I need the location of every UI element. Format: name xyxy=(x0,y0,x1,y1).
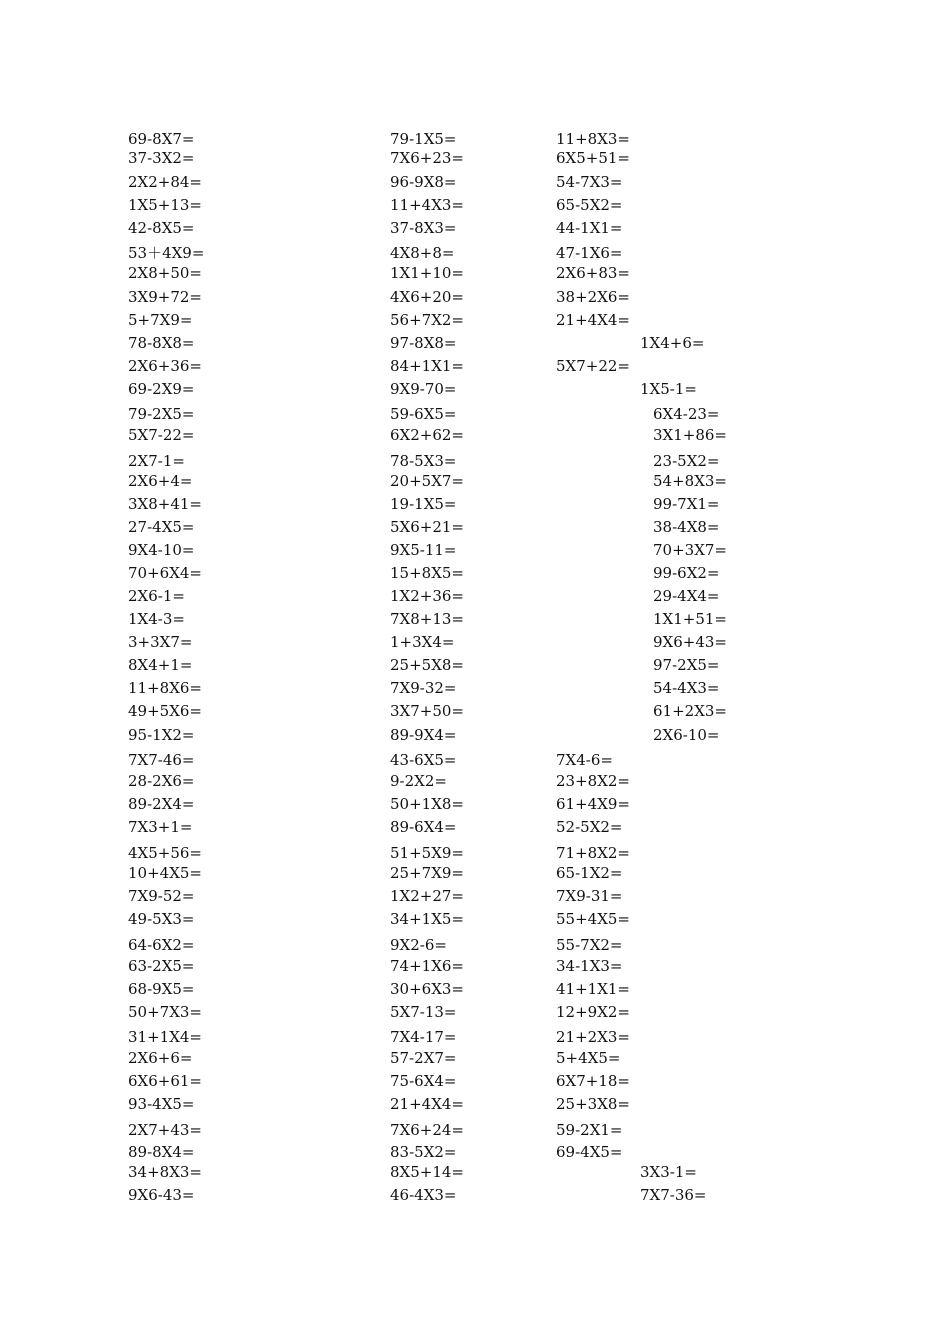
problem-row xyxy=(0,843,950,863)
math-problem: 3+3X7= xyxy=(128,633,193,651)
math-problem: 55-7X2= xyxy=(556,936,623,954)
math-problem: 6X5+51= xyxy=(556,149,630,167)
problem-row xyxy=(0,379,950,399)
problem-row xyxy=(0,655,950,675)
math-problem: 99-6X2= xyxy=(653,564,720,582)
math-problem: 9-2X2= xyxy=(390,772,447,790)
problem-row xyxy=(0,404,950,424)
math-problem: 5X7-13= xyxy=(390,1003,457,1021)
problem-row xyxy=(0,287,950,307)
math-problem: 19-1X5= xyxy=(390,495,457,513)
math-problem: 3X7+50= xyxy=(390,702,464,720)
math-problem: 9X2-6= xyxy=(390,936,447,954)
math-problem: 54-4X3= xyxy=(653,679,720,697)
problem-row xyxy=(0,632,950,652)
math-problem: 11+4X3= xyxy=(390,196,464,214)
math-problem: 2X6+83= xyxy=(556,264,630,282)
math-problem: 7X9-32= xyxy=(390,679,457,697)
math-problem: 11+8X3= xyxy=(556,130,630,148)
math-problem: 38-4X8= xyxy=(653,518,720,536)
math-problem: 2X6-10= xyxy=(653,726,720,744)
math-problem: 5+4X5= xyxy=(556,1049,621,1067)
problem-row xyxy=(0,129,950,149)
problem-row xyxy=(0,356,950,376)
problem-row xyxy=(0,886,950,906)
math-problem: 21+4X4= xyxy=(556,311,630,329)
math-problem: 25+7X9= xyxy=(390,864,464,882)
math-problem: 25+5X8= xyxy=(390,656,464,674)
math-problem: 1+3X4= xyxy=(390,633,455,651)
math-problem: 2X8+50= xyxy=(128,264,202,282)
problem-row xyxy=(0,1185,950,1205)
math-problem: 59-2X1= xyxy=(556,1121,623,1139)
math-problem: 2X7+43= xyxy=(128,1121,202,1139)
math-problem: 69-8X7= xyxy=(128,130,195,148)
math-problem: 3X1+86= xyxy=(653,426,727,444)
math-problem: 83-5X2= xyxy=(390,1143,457,1161)
math-problem: 1X2+36= xyxy=(390,587,464,605)
problem-row xyxy=(0,563,950,583)
math-problem: 1X4+6= xyxy=(640,334,705,352)
problem-row xyxy=(0,586,950,606)
math-problem: 34-1X3= xyxy=(556,957,623,975)
math-problem: 71+8X2= xyxy=(556,844,630,862)
math-problem: 70+3X7= xyxy=(653,541,727,559)
math-problem: 21+2X3= xyxy=(556,1028,630,1046)
math-problem: 1X1+51= xyxy=(653,610,727,628)
math-problem: 57-2X7= xyxy=(390,1049,457,1067)
math-problem: 43-6X5= xyxy=(390,751,457,769)
problem-row xyxy=(0,243,950,263)
math-problem: 7X6+23= xyxy=(390,149,464,167)
math-problem: 3X9+72= xyxy=(128,288,202,306)
math-problem: 6X2+62= xyxy=(390,426,464,444)
math-problem: 31+1X4= xyxy=(128,1028,202,1046)
problem-row xyxy=(0,750,950,770)
math-problem: 4X8+8= xyxy=(390,244,455,262)
math-problem: 4X5+56= xyxy=(128,844,202,862)
problem-row xyxy=(0,310,950,330)
math-problem: 44-1X1= xyxy=(556,219,623,237)
math-problem: 30+6X3= xyxy=(390,980,464,998)
math-problem: 21+4X4= xyxy=(390,1095,464,1113)
math-problem: 55+4X5= xyxy=(556,910,630,928)
problem-row xyxy=(0,1048,950,1068)
problem-row xyxy=(0,935,950,955)
math-problem: 54-7X3= xyxy=(556,173,623,191)
problem-row xyxy=(0,678,950,698)
math-problem: 20+5X7= xyxy=(390,472,464,490)
math-problem: 96-9X8= xyxy=(390,173,457,191)
math-problem: 6X4-23= xyxy=(653,405,720,423)
math-problem: 1X2+27= xyxy=(390,887,464,905)
math-problem: 70+6X4= xyxy=(128,564,202,582)
math-problem: 68-9X5= xyxy=(128,980,195,998)
problem-row xyxy=(0,517,950,537)
math-problem: 78-5X3= xyxy=(390,452,457,470)
math-problem: 9X4-10= xyxy=(128,541,195,559)
math-problem: 2X2+84= xyxy=(128,173,202,191)
math-problem: 52-5X2= xyxy=(556,818,623,836)
math-problem: 97-2X5= xyxy=(653,656,720,674)
math-problem: 7X7-46= xyxy=(128,751,195,769)
problem-row xyxy=(0,956,950,976)
problem-row xyxy=(0,1094,950,1114)
math-problem: 29-4X4= xyxy=(653,587,720,605)
problem-row xyxy=(0,425,950,445)
math-problem: 95-1X2= xyxy=(128,726,195,744)
math-problem: 46-4X3= xyxy=(390,1186,457,1204)
math-problem: 2X6+36= xyxy=(128,357,202,375)
math-problem: 6X6+61= xyxy=(128,1072,202,1090)
math-problem: 37-3X2= xyxy=(128,149,195,167)
problem-row xyxy=(0,609,950,629)
math-problem: 5X6+21= xyxy=(390,518,464,536)
math-problem: 50+1X8= xyxy=(390,795,464,813)
problem-row xyxy=(0,1002,950,1022)
math-problem: 7X9-31= xyxy=(556,887,623,905)
math-problem: 41+1X1= xyxy=(556,980,630,998)
math-problem: 49+5X6= xyxy=(128,702,202,720)
math-problem: 15+8X5= xyxy=(390,564,464,582)
math-problem: 56+7X2= xyxy=(390,311,464,329)
math-problem: 78-8X8= xyxy=(128,334,195,352)
math-problem: 38+2X6= xyxy=(556,288,630,306)
math-problem: 64-6X2= xyxy=(128,936,195,954)
problem-row xyxy=(0,863,950,883)
math-problem: 89-9X4= xyxy=(390,726,457,744)
math-problem: 61+2X3= xyxy=(653,702,727,720)
problem-row xyxy=(0,794,950,814)
math-problem: 2X7-1= xyxy=(128,452,185,470)
problem-row xyxy=(0,451,950,471)
problem-row xyxy=(0,1120,950,1140)
math-problem: 99-7X1= xyxy=(653,495,720,513)
math-problem: 9X5-11= xyxy=(390,541,457,559)
problem-row xyxy=(0,1071,950,1091)
problem-row xyxy=(0,172,950,192)
math-problem: 97-8X8= xyxy=(390,334,457,352)
math-problem: 3X3-1= xyxy=(640,1163,697,1181)
math-problem: 37-8X3= xyxy=(390,219,457,237)
math-problem: 93-4X5= xyxy=(128,1095,195,1113)
math-problem: 25+3X8= xyxy=(556,1095,630,1113)
math-problem: 23-5X2= xyxy=(653,452,720,470)
math-problem: 8X4+1= xyxy=(128,656,193,674)
math-problem: 5+7X9= xyxy=(128,311,193,329)
math-problem: 11+8X6= xyxy=(128,679,202,697)
problem-row xyxy=(0,333,950,353)
math-problem: 7X4-17= xyxy=(390,1028,457,1046)
math-problem: 1X1+10= xyxy=(390,264,464,282)
problem-row xyxy=(0,701,950,721)
math-problem: 9X9-70= xyxy=(390,380,457,398)
problem-row xyxy=(0,148,950,168)
math-problem: 79-1X5= xyxy=(390,130,457,148)
math-problem: 79-2X5= xyxy=(128,405,195,423)
problem-row xyxy=(0,817,950,837)
math-problem: 34+1X5= xyxy=(390,910,464,928)
math-problem: 5X7+22= xyxy=(556,357,630,375)
math-problem: 28-2X6= xyxy=(128,772,195,790)
math-problem: 51+5X9= xyxy=(390,844,464,862)
math-problem: 89-2X4= xyxy=(128,795,195,813)
problem-row xyxy=(0,979,950,999)
math-problem: 10+4X5= xyxy=(128,864,202,882)
math-problem: 54+8X3= xyxy=(653,472,727,490)
math-problem: 7X4-6= xyxy=(556,751,613,769)
math-problem: 7X3+1= xyxy=(128,818,193,836)
problem-row xyxy=(0,494,950,514)
math-problem: 42-8X5= xyxy=(128,219,195,237)
math-problem: 27-4X5= xyxy=(128,518,195,536)
problem-row xyxy=(0,771,950,791)
math-problem: 9X6-43= xyxy=(128,1186,195,1204)
math-problem: 1X4-3= xyxy=(128,610,185,628)
math-problem: 12+9X2= xyxy=(556,1003,630,1021)
math-problem: 74+1X6= xyxy=(390,957,464,975)
problem-row xyxy=(0,195,950,215)
math-problem: 7X6+24= xyxy=(390,1121,464,1139)
problem-row xyxy=(0,540,950,560)
math-problem: 6X7+18= xyxy=(556,1072,630,1090)
math-problem: 69-4X5= xyxy=(556,1143,623,1161)
problem-row xyxy=(0,1162,950,1182)
problem-row xyxy=(0,909,950,929)
math-problem: 7X7-36= xyxy=(640,1186,707,1204)
math-problem: 89-6X4= xyxy=(390,818,457,836)
math-problem: 75-6X4= xyxy=(390,1072,457,1090)
math-problem: 5X7-22= xyxy=(128,426,195,444)
math-problem: 65-1X2= xyxy=(556,864,623,882)
math-problem: 2X6+6= xyxy=(128,1049,193,1067)
math-problem: 1X5-1= xyxy=(640,380,697,398)
math-problem: 7X8+13= xyxy=(390,610,464,628)
math-problem: 61+4X9= xyxy=(556,795,630,813)
math-problem: 34+8X3= xyxy=(128,1163,202,1181)
math-problem: 50+7X3= xyxy=(128,1003,202,1021)
math-problem: 69-2X9= xyxy=(128,380,195,398)
problem-row xyxy=(0,725,950,745)
math-problem: 59-6X5= xyxy=(390,405,457,423)
problem-row xyxy=(0,1142,950,1162)
math-problem: 4X6+20= xyxy=(390,288,464,306)
problem-row xyxy=(0,471,950,491)
problem-row xyxy=(0,218,950,238)
problem-row xyxy=(0,263,950,283)
math-problem: 7X9-52= xyxy=(128,887,195,905)
math-problem: 65-5X2= xyxy=(556,196,623,214)
math-problem: 63-2X5= xyxy=(128,957,195,975)
math-problem: 47-1X6= xyxy=(556,244,623,262)
math-problem: 8X5+14= xyxy=(390,1163,464,1181)
math-problem: 23+8X2= xyxy=(556,772,630,790)
math-problem: 2X6+4= xyxy=(128,472,193,490)
math-problem: 1X5+13= xyxy=(128,196,202,214)
math-problem: 89-8X4= xyxy=(128,1143,195,1161)
math-problem: 2X6-1= xyxy=(128,587,185,605)
math-problem: 9X6+43= xyxy=(653,633,727,651)
math-problem: 49-5X3= xyxy=(128,910,195,928)
math-problem: 3X8+41= xyxy=(128,495,202,513)
problem-row xyxy=(0,1027,950,1047)
math-problem: 84+1X1= xyxy=(390,357,464,375)
math-problem: 53＋4X9= xyxy=(128,244,205,262)
